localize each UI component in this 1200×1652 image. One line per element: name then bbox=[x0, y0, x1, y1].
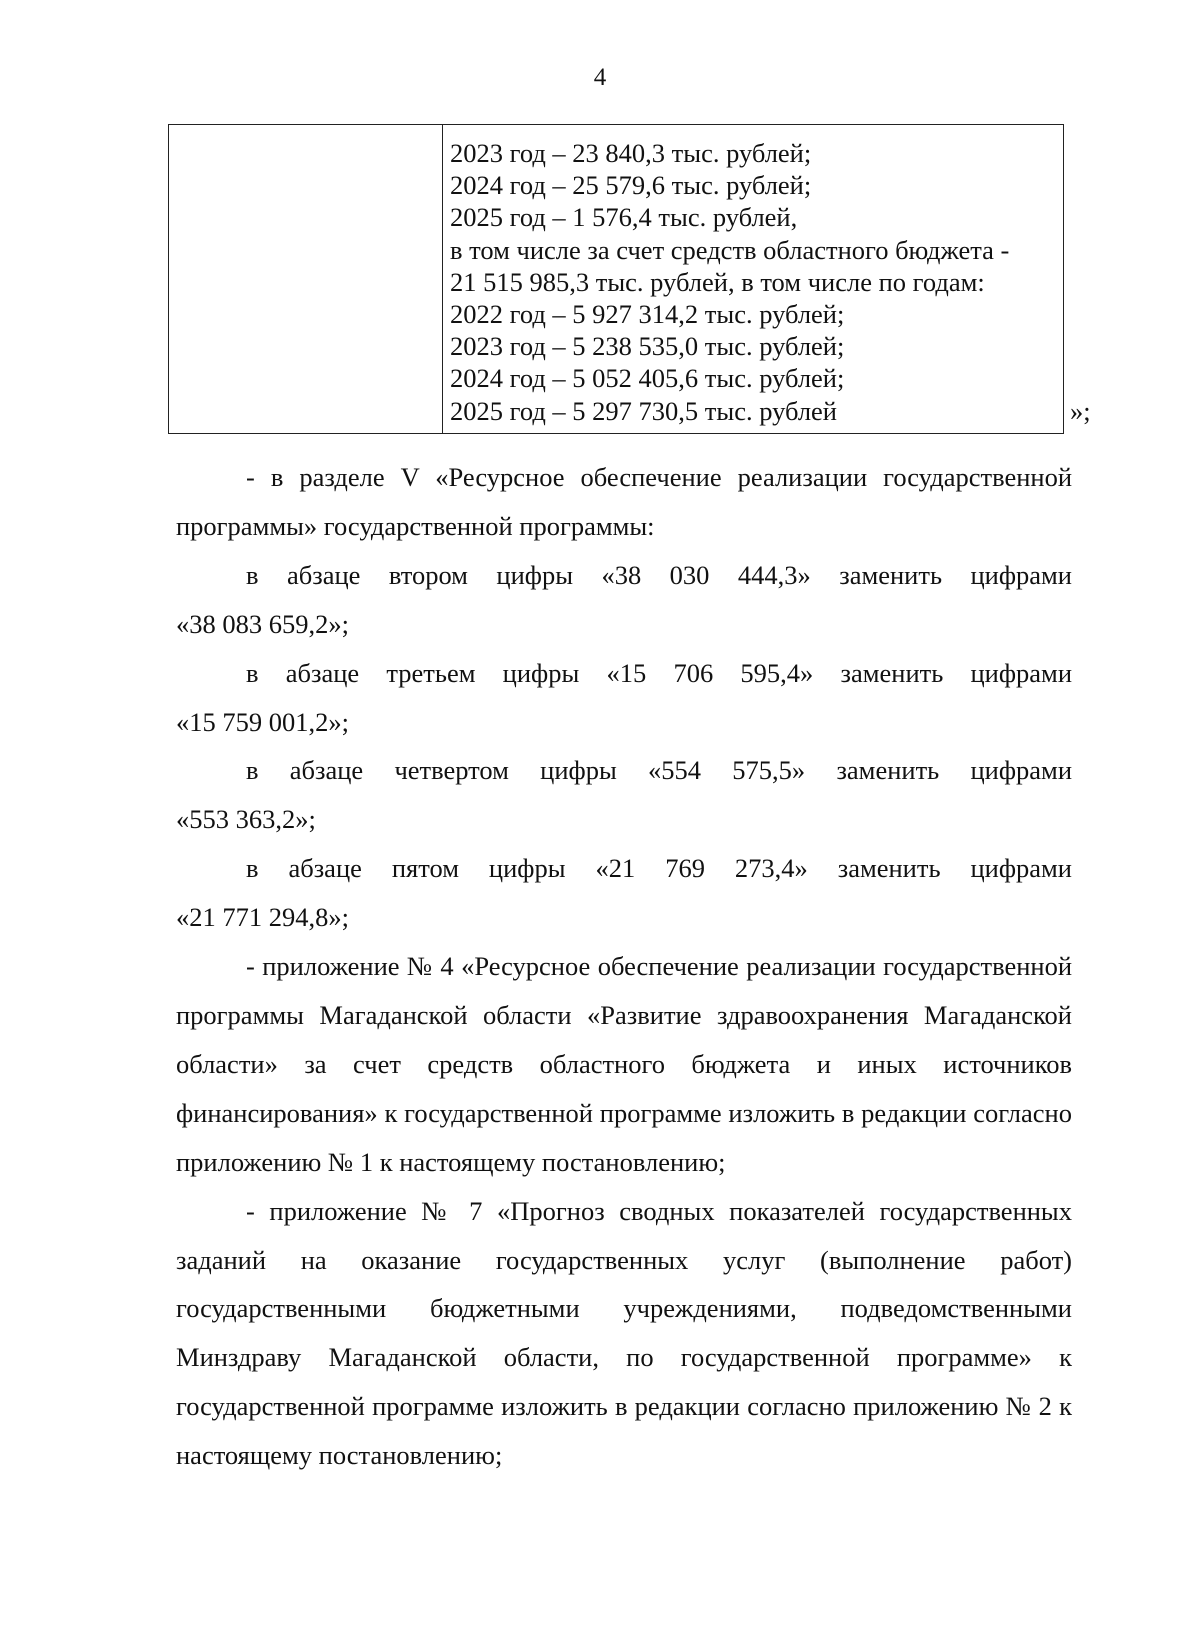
table-line: 2024 год – 25 579,6 тыс. рублей; bbox=[450, 170, 812, 201]
table-column-divider bbox=[442, 125, 443, 433]
paragraph-fourth-line2: «553 363,2»; bbox=[176, 804, 316, 835]
table-line: в том числе за счет средств областного бюджета - bbox=[450, 234, 1010, 265]
paragraph-section-v-line1: - в разделе V «Ресурсное обеспечение реализации государственной bbox=[246, 462, 1072, 492]
paragraph-appendix-4: - приложение № 4 «Ресурсное обеспечение реализации государственной программы Магаданской области «Развитие здравоохранения Магаданской области» за счет средств областного бюджета и иных источников финансирования» к государственной программе изложить в редакции согласно приложению № 1 к настоящему постановлению; bbox=[176, 951, 1072, 1177]
paragraph-second-line2: «38 083 659,2»; bbox=[176, 608, 349, 639]
paragraph-fourth-line1: в абзаце четвертом цифры «554 575,5» заменить цифрами bbox=[246, 755, 1072, 786]
paragraph-third-line2: «15 759 001,2»; bbox=[176, 706, 349, 737]
table-line: 21 515 985,3 тыс. рублей, в том числе по годам: bbox=[450, 266, 985, 297]
paragraph-fifth-line2: «21 771 294,8»; bbox=[176, 902, 349, 933]
paragraph-section-v-line2: программы» государственной программы: bbox=[176, 510, 655, 541]
table-line: 2023 год – 23 840,3 тыс. рублей; bbox=[450, 138, 812, 168]
page-number: 4 bbox=[593, 64, 607, 91]
table-line: 2022 год – 5 927 314,2 тыс. рублей; bbox=[450, 299, 845, 330]
paragraph-fifth-line1: в абзаце пятом цифры «21 769 273,4» заменить цифрами bbox=[246, 853, 1072, 884]
paragraph-third-line1: в абзаце третьем цифры «15 706 595,4» заменить цифрами bbox=[246, 657, 1072, 688]
document-body bbox=[176, 453, 1072, 1480]
table-right-cell bbox=[450, 137, 1060, 427]
financing-table bbox=[168, 124, 1064, 434]
paragraph-appendix-7: - приложение № 7 «Прогноз сводных показателей государственных заданий на оказание государственных услуг (выполнение работ) государственными бюджетными учреждениями, подведомственными Минздраву Магаданской области, по государственной программе» к государственной программе изложить в редакции согласно приложению № 2 к настоящему постановлению; bbox=[176, 1195, 1072, 1471]
table-line: 2025 год – 1 576,4 тыс. рублей, bbox=[450, 202, 798, 233]
paragraph-second-line1: в абзаце втором цифры «38 030 444,3» заменить цифрами bbox=[246, 559, 1072, 590]
closing-quote: »; bbox=[1070, 396, 1091, 426]
table-line: 2023 год – 5 238 535,0 тыс. рублей; bbox=[450, 331, 845, 362]
table-line: 2025 год – 5 297 730,5 тыс. рублей bbox=[450, 395, 837, 426]
table-line: 2024 год – 5 052 405,6 тыс. рублей; bbox=[450, 363, 845, 394]
